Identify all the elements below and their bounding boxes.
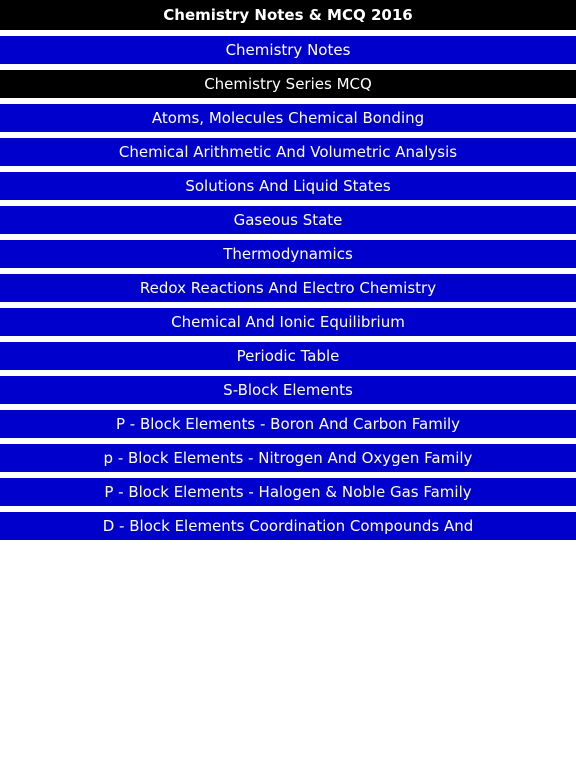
menu-item-s-block[interactable]	[0, 376, 576, 404]
menu-item-label: Atoms, Molecules Chemical Bonding	[151, 109, 425, 127]
menu-item-label: Chemistry Series MCQ	[204, 75, 372, 93]
menu-item-label: Thermodynamics	[223, 245, 353, 263]
menu-item-label: p - Block Elements - Nitrogen And Oxygen Family	[103, 449, 473, 467]
menu-item-p-block-nitrogen-oxygen[interactable]	[0, 444, 576, 472]
menu-item-redox-reactions[interactable]	[0, 274, 576, 302]
menu-item-chemistry-notes[interactable]	[0, 36, 576, 64]
menu-item-label: Chemistry Notes	[225, 41, 351, 59]
menu-item-label: D - Block Elements Coordination Compounds And	[102, 517, 474, 535]
menu-item-atoms-molecules[interactable]	[0, 104, 576, 132]
menu-item-label: Gaseous State	[233, 211, 343, 229]
menu-item-periodic-table[interactable]	[0, 342, 576, 370]
menu-list	[0, 36, 576, 540]
menu-item-thermodynamics[interactable]	[0, 240, 576, 268]
menu-item-chemistry-series-mcq[interactable]	[0, 70, 576, 98]
menu-item-d-block[interactable]	[0, 512, 576, 540]
menu-item-p-block-halogen-noble[interactable]	[0, 478, 576, 506]
menu-item-label: Chemical And Ionic Equilibrium	[171, 313, 405, 331]
menu-item-label: P - Block Elements - Halogen & Noble Gas Family	[104, 483, 472, 501]
menu-item-ionic-equilibrium[interactable]	[0, 308, 576, 336]
menu-item-gaseous-state[interactable]	[0, 206, 576, 234]
menu-item-p-block-boron-carbon[interactable]	[0, 410, 576, 438]
menu-item-chemical-arithmetic[interactable]	[0, 138, 576, 166]
menu-item-solutions-liquid[interactable]	[0, 172, 576, 200]
menu-item-label: Chemical Arithmetic And Volumetric Analysis	[118, 143, 458, 161]
menu-item-label: Redox Reactions And Electro Chemistry	[139, 279, 437, 297]
header-bar	[0, 0, 576, 30]
menu-item-label: Periodic Table	[236, 347, 340, 365]
menu-item-label: S-Block Elements	[223, 381, 353, 399]
menu-item-label: P - Block Elements - Boron And Carbon Family	[115, 415, 461, 433]
page-title: Chemistry Notes & MCQ 2016	[163, 6, 413, 24]
menu-item-label: Solutions And Liquid States	[185, 177, 391, 195]
